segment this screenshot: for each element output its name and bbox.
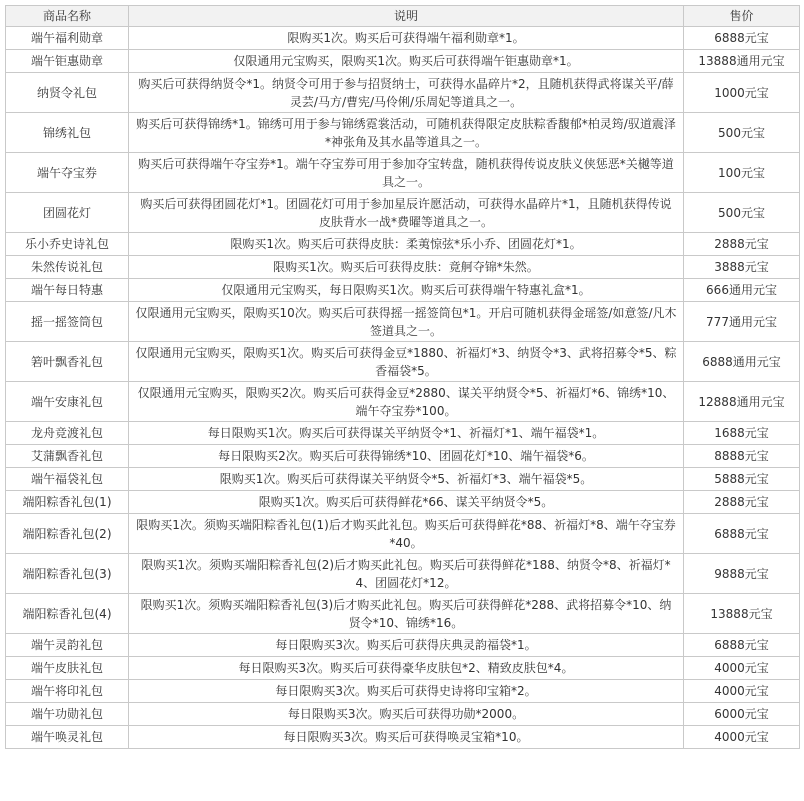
cell-price: 6000元宝 [684, 703, 800, 726]
cell-item-name: 锦绣礼包 [6, 113, 129, 153]
cell-price: 1688元宝 [684, 422, 800, 445]
cell-item-name: 端午唤灵礼包 [6, 726, 129, 749]
cell-price: 666通用元宝 [684, 279, 800, 302]
cell-price: 4000元宝 [684, 726, 800, 749]
cell-price: 1000元宝 [684, 73, 800, 113]
cell-item-name: 纳贤令礼包 [6, 73, 129, 113]
cell-item-name: 龙舟竞渡礼包 [6, 422, 129, 445]
cell-description: 购买后可获得端午夺宝券*1。端午夺宝券可用于参加夺宝转盘，随机获得传说皮肤义侠惩恶*关樾等道具之一。 [129, 153, 684, 193]
table-row [6, 703, 800, 726]
cell-price: 2888元宝 [684, 491, 800, 514]
cell-description: 仅限通用元宝购买，限购买1次。购买后可获得端午钜惠勋章*1。 [129, 50, 684, 73]
cell-item-name: 摇一摇签筒包 [6, 302, 129, 342]
cell-description: 仅限通用元宝购买，每日限购买1次。购买后可获得端午特惠礼盒*1。 [129, 279, 684, 302]
cell-price: 3888元宝 [684, 256, 800, 279]
table-row [6, 342, 800, 382]
price-table-container [5, 5, 800, 749]
cell-description: 每日限购买3次。购买后可获得庆典灵韵福袋*1。 [129, 634, 684, 657]
table-header-row [6, 6, 800, 27]
table-row [6, 514, 800, 554]
cell-description: 限购买1次。购买后可获得端午福利勋章*1。 [129, 27, 684, 50]
table-row [6, 113, 800, 153]
cell-description: 限购买1次。购买后可获得皮肤：竟舸夺锦*朱然。 [129, 256, 684, 279]
cell-price: 9888元宝 [684, 554, 800, 594]
cell-description: 限购买1次。购买后可获得谋关平纳贤令*5、祈福灯*3、端午福袋*5。 [129, 468, 684, 491]
table-row [6, 279, 800, 302]
table-row [6, 422, 800, 445]
table-row [6, 445, 800, 468]
table-row [6, 634, 800, 657]
cell-item-name: 端午灵韵礼包 [6, 634, 129, 657]
cell-item-name: 端阳粽香礼包(3) [6, 554, 129, 594]
cell-description: 每日限购买3次。购买后可获得豪华皮肤包*2、精致皮肤包*4。 [129, 657, 684, 680]
cell-description: 每日限购买2次。购买后可获得锦绣*10、团圆花灯*10、端午福袋*6。 [129, 445, 684, 468]
cell-item-name: 端午每日特惠 [6, 279, 129, 302]
table-row [6, 491, 800, 514]
cell-price: 6888元宝 [684, 514, 800, 554]
cell-item-name: 团圆花灯 [6, 193, 129, 233]
cell-description: 限购买1次。须购买端阳粽香礼包(2)后才购买此礼包。购买后可获得鲜花*188、纳贤令*8、祈福灯*4、团圆花灯*12。 [129, 554, 684, 594]
cell-description: 购买后可获得锦绣*1。锦绣可用于参与锦绣霓裳活动，可随机获得限定皮肤粽香馥郁*柏灵筠/驭道震泽*神张角及其水晶等道具之一。 [129, 113, 684, 153]
cell-price: 4000元宝 [684, 657, 800, 680]
cell-item-name: 艾蒲飘香礼包 [6, 445, 129, 468]
table-row [6, 680, 800, 703]
cell-item-name: 端午福利勋章 [6, 27, 129, 50]
cell-price: 4000元宝 [684, 680, 800, 703]
gift-pack-price-table [5, 5, 800, 749]
cell-item-name: 端午夺宝券 [6, 153, 129, 193]
cell-price: 100元宝 [684, 153, 800, 193]
table-row [6, 50, 800, 73]
cell-description: 每日限购买3次。购买后可获得功勋*2000。 [129, 703, 684, 726]
cell-item-name: 端阳粽香礼包(4) [6, 594, 129, 634]
cell-description: 购买后可获得团圆花灯*1。团圆花灯可用于参加星辰许愿活动，可获得水晶碎片*1，且随机获得传说皮肤背水一战*费曜等道具之一。 [129, 193, 684, 233]
cell-item-name: 端午安康礼包 [6, 382, 129, 422]
cell-description: 每日限购买1次。购买后可获得谋关平纳贤令*1、祈福灯*1、端午福袋*1。 [129, 422, 684, 445]
cell-description: 仅限通用元宝购买，限购买10次。购买后可获得摇一摇签筒包*1。开启可随机获得金瑶签/如意签/凡木签道具之一。 [129, 302, 684, 342]
cell-description: 限购买1次。须购买端阳粽香礼包(1)后才购买此礼包。购买后可获得鲜花*88、祈福灯*8、端午夺宝券*40。 [129, 514, 684, 554]
cell-item-name: 端阳粽香礼包(1) [6, 491, 129, 514]
cell-price: 2888元宝 [684, 233, 800, 256]
cell-description: 限购买1次。购买后可获得鲜花*66、谋关平纳贤令*5。 [129, 491, 684, 514]
cell-description: 购买后可获得纳贤令*1。纳贤令可用于参与招贤纳士，可获得水晶碎片*2，且随机获得武将谋关平/薛灵芸/马方/曹宪/马伶俐/乐周妃等道具之一。 [129, 73, 684, 113]
table-body [6, 27, 800, 749]
cell-item-name: 端午福袋礼包 [6, 468, 129, 491]
table-row [6, 233, 800, 256]
header-description: 说明 [129, 6, 684, 27]
table-row [6, 468, 800, 491]
table-row [6, 594, 800, 634]
table-row [6, 73, 800, 113]
cell-price: 5888元宝 [684, 468, 800, 491]
cell-price: 6888元宝 [684, 27, 800, 50]
cell-description: 每日限购买3次。购买后可获得史诗将印宝箱*2。 [129, 680, 684, 703]
cell-price: 6888通用元宝 [684, 342, 800, 382]
table-row [6, 153, 800, 193]
cell-price: 777通用元宝 [684, 302, 800, 342]
table-row [6, 27, 800, 50]
cell-description: 每日限购买3次。购买后可获得唤灵宝箱*10。 [129, 726, 684, 749]
header-item-name: 商品名称 [6, 6, 129, 27]
cell-price: 500元宝 [684, 113, 800, 153]
cell-price: 8888元宝 [684, 445, 800, 468]
cell-item-name: 端午钜惠勋章 [6, 50, 129, 73]
table-row [6, 256, 800, 279]
cell-item-name: 端午皮肤礼包 [6, 657, 129, 680]
cell-description: 限购买1次。须购买端阳粽香礼包(3)后才购买此礼包。购买后可获得鲜花*288、武将招募令*10、纳贤令*10、锦绣*16。 [129, 594, 684, 634]
table-row [6, 657, 800, 680]
cell-item-name: 朱然传说礼包 [6, 256, 129, 279]
table-row [6, 302, 800, 342]
cell-description: 仅限通用元宝购买，限购买1次。购买后可获得金豆*1880、祈福灯*3、纳贤令*3、武将招募令*5、粽香福袋*5。 [129, 342, 684, 382]
cell-item-name: 端阳粽香礼包(2) [6, 514, 129, 554]
table-row [6, 554, 800, 594]
cell-item-name: 端午功勋礼包 [6, 703, 129, 726]
cell-description: 限购买1次。购买后可获得皮肤：柔荑惊弦*乐小乔、团圆花灯*1。 [129, 233, 684, 256]
cell-price: 6888元宝 [684, 634, 800, 657]
cell-item-name: 乐小乔史诗礼包 [6, 233, 129, 256]
cell-price: 12888通用元宝 [684, 382, 800, 422]
header-price: 售价 [684, 6, 800, 27]
table-row [6, 193, 800, 233]
table-row [6, 726, 800, 749]
cell-description: 仅限通用元宝购买，限购买2次。购买后可获得金豆*2880、谋关平纳贤令*5、祈福灯*6、锦绣*10、端午夺宝券*100。 [129, 382, 684, 422]
table-row [6, 382, 800, 422]
cell-price: 13888通用元宝 [684, 50, 800, 73]
cell-price: 500元宝 [684, 193, 800, 233]
cell-item-name: 端午将印礼包 [6, 680, 129, 703]
cell-price: 13888元宝 [684, 594, 800, 634]
cell-item-name: 箬叶飘香礼包 [6, 342, 129, 382]
